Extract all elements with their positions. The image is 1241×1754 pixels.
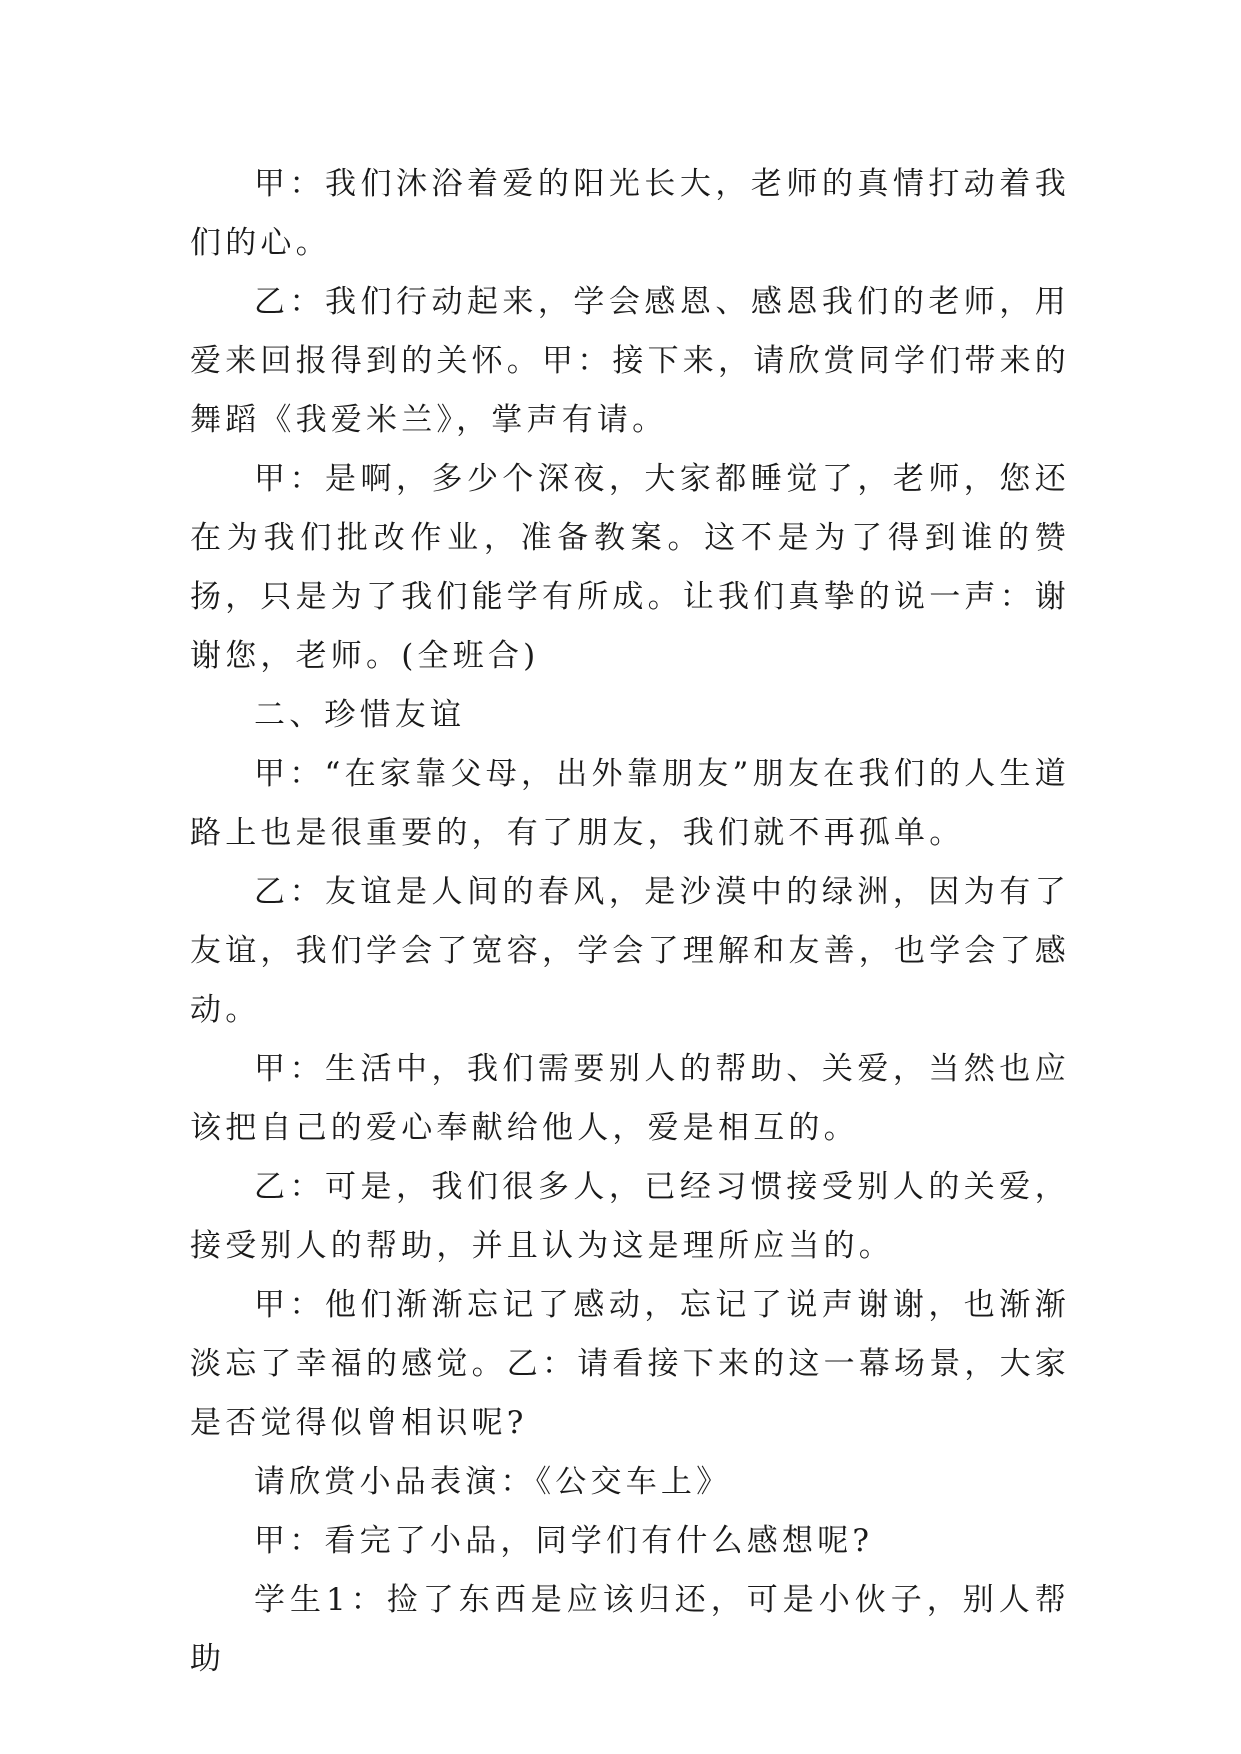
paragraph-9: 甲：他们渐渐忘记了感动，忘记了说声谢谢，也渐渐淡忘了幸福的感觉。乙：请看接下来的这一幕场景，大家是否觉得似曾相识呢?	[190, 1287, 1070, 1441]
document-body	[190, 155, 1070, 1689]
paragraph-1: 甲：我们沐浴着爱的阳光长大，老师的真情打动着我们的心。	[190, 166, 1070, 261]
paragraph-12: 学生1：捡了东西是应该归还，可是小伙子，别人帮助	[190, 1582, 1070, 1677]
paragraph-7: 甲：生活中，我们需要别人的帮助、关爱，当然也应该把自己的爱心奉献给他人，爱是相互的。	[190, 1051, 1070, 1146]
paragraph-3: 甲：是啊，多少个深夜，大家都睡觉了，老师，您还在为我们批改作业，准备教案。这不是为了得到谁的赞扬，只是为了我们能学有所成。让我们真挚的说一声：谢谢您，老师。(全班合)	[190, 461, 1070, 674]
section-heading: 二、珍惜友谊	[254, 697, 466, 733]
paragraph-5: 甲：“在家靠父母，出外靠朋友”朋友在我们的人生道路上也是很重要的，有了朋友，我们就不再孤单。	[190, 756, 1070, 851]
paragraph-6: 乙：友谊是人间的春风，是沙漠中的绿洲，因为有了友谊，我们学会了宽容，学会了理解和友善，也学会了感动。	[190, 874, 1070, 1028]
paragraph-8: 乙：可是，我们很多人，已经习惯接受别人的关爱，接受别人的帮助，并且认为这是理所应当的。	[190, 1169, 1070, 1264]
paragraph-2: 乙：我们行动起来，学会感恩、感恩我们的老师，用爱来回报得到的关怀。甲：接下来，请欣赏同学们带来的舞蹈《我爱米兰》，掌声有请。	[190, 284, 1070, 438]
paragraph-11: 甲：看完了小品，同学们有什么感想呢?	[254, 1523, 874, 1559]
paragraph-10: 请欣赏小品表演：《公交车上》	[254, 1464, 732, 1500]
